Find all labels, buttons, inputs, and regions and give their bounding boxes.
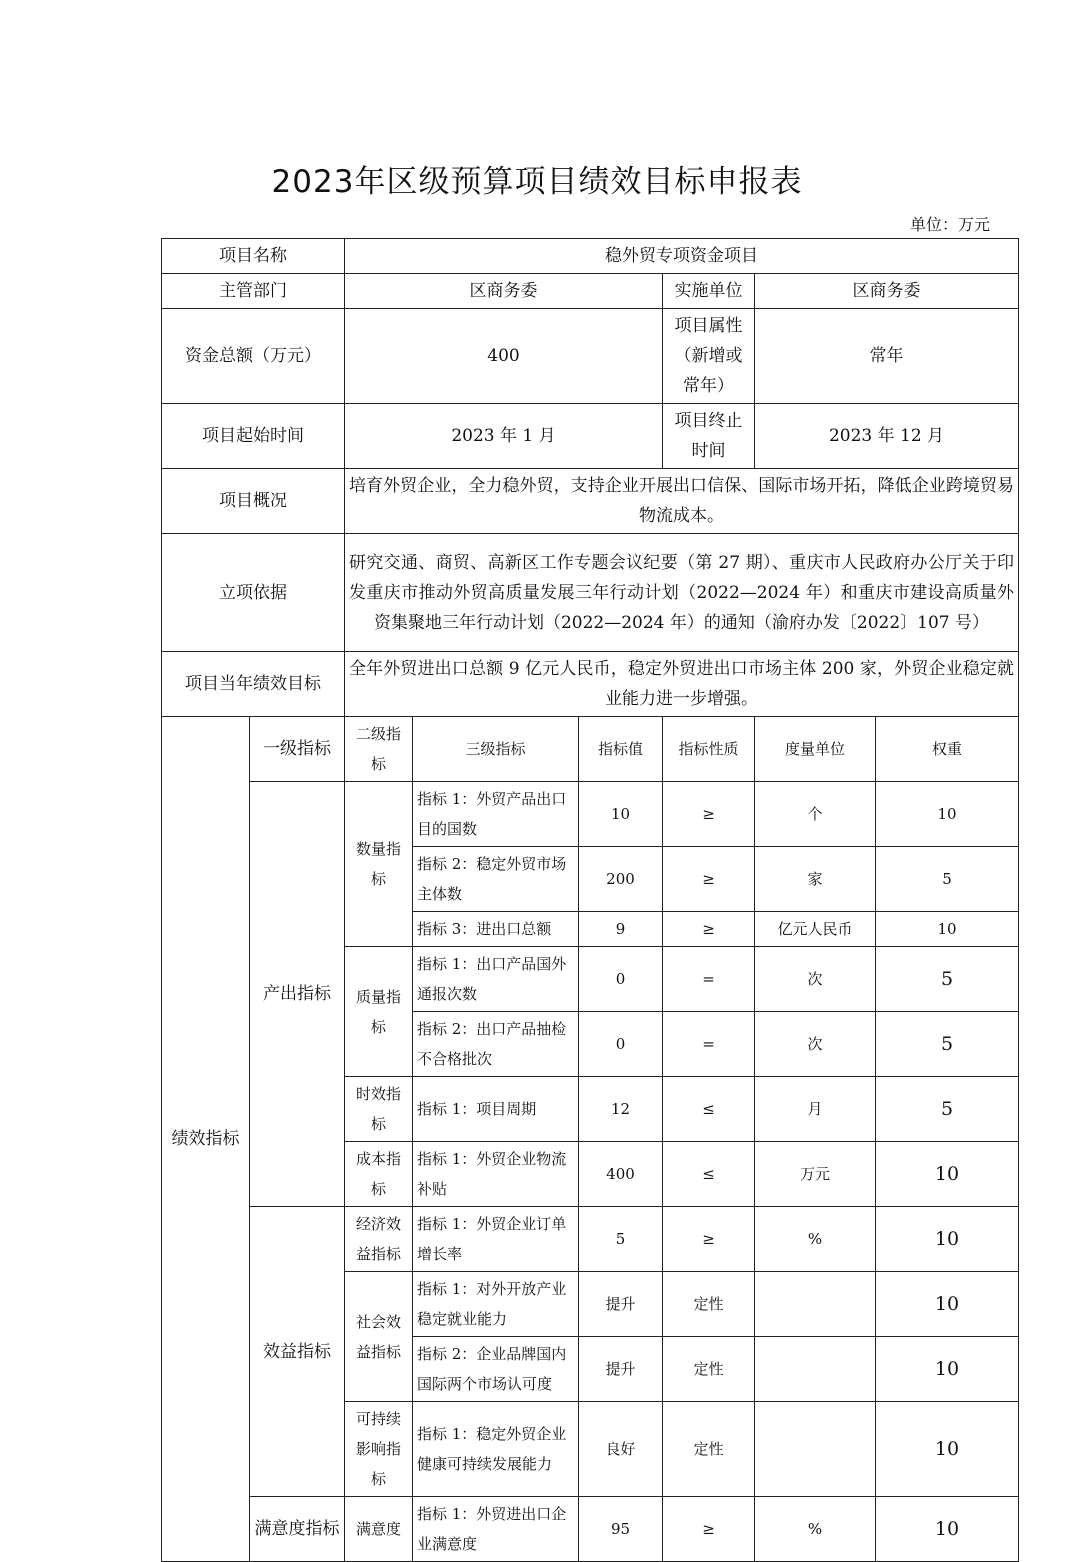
indicator-weight: 5 bbox=[876, 1012, 1019, 1077]
dept-label: 主管部门 bbox=[162, 274, 345, 309]
indicator-value: 良好 bbox=[579, 1402, 663, 1497]
indicator-nature: ≤ bbox=[663, 1142, 755, 1207]
level3-name: 指标 2：出口产品抽检不合格批次 bbox=[413, 1012, 579, 1077]
level2-timeliness: 时效指标 bbox=[345, 1077, 413, 1142]
indicator-weight: 5 bbox=[876, 847, 1019, 912]
basis-label: 立项依据 bbox=[162, 534, 345, 652]
indicator-nature: ≥ bbox=[663, 847, 755, 912]
goal-label: 项目当年绩效目标 bbox=[162, 652, 345, 717]
row-goal bbox=[162, 652, 1019, 717]
fund-value: 400 bbox=[345, 309, 663, 404]
level3-name: 指标 1：外贸企业物流补贴 bbox=[413, 1142, 579, 1207]
indicator-unit: 个 bbox=[755, 782, 876, 847]
row-fund bbox=[162, 309, 1019, 404]
indicator-nature: ≥ bbox=[663, 912, 755, 947]
row-overview bbox=[162, 469, 1019, 534]
indicator-value: 12 bbox=[579, 1077, 663, 1142]
indicator-value: 0 bbox=[579, 947, 663, 1012]
indicator-unit: 次 bbox=[755, 1012, 876, 1077]
indicator-weight: 10 bbox=[876, 912, 1019, 947]
indicator-weight: 10 bbox=[876, 1207, 1019, 1272]
table-row bbox=[162, 1207, 1019, 1272]
indicator-unit: 次 bbox=[755, 947, 876, 1012]
indicator-unit: % bbox=[755, 1207, 876, 1272]
dept-value: 区商务委 bbox=[345, 274, 663, 309]
indicator-value: 提升 bbox=[579, 1272, 663, 1337]
start-value: 2023 年 1 月 bbox=[345, 404, 663, 469]
indicator-nature: ≥ bbox=[663, 1207, 755, 1272]
fund-label: 资金总额（万元） bbox=[162, 309, 345, 404]
header-value: 指标值 bbox=[579, 717, 663, 782]
header-level1: 一级指标 bbox=[250, 717, 345, 782]
page-title: 2023年区级预算项目绩效目标申报表 bbox=[271, 164, 803, 200]
indicator-unit: 家 bbox=[755, 847, 876, 912]
indicator-nature: ≤ bbox=[663, 1077, 755, 1142]
indicator-unit: 万元 bbox=[755, 1142, 876, 1207]
indicator-unit bbox=[755, 1337, 876, 1402]
indicator-weight: 5 bbox=[876, 947, 1019, 1012]
start-label: 项目起始时间 bbox=[162, 404, 345, 469]
table-row bbox=[162, 1497, 1019, 1562]
level2-quantity: 数量指标 bbox=[345, 782, 413, 947]
header-unit: 度量单位 bbox=[755, 717, 876, 782]
row-department bbox=[162, 274, 1019, 309]
level2-quality: 质量指标 bbox=[345, 947, 413, 1077]
table-row bbox=[162, 782, 1019, 847]
indicator-weight: 10 bbox=[876, 1497, 1019, 1562]
level2-cost: 成本指标 bbox=[345, 1142, 413, 1207]
overview-label: 项目概况 bbox=[162, 469, 345, 534]
level3-name: 指标 1：出口产品国外通报次数 bbox=[413, 947, 579, 1012]
row-period bbox=[162, 404, 1019, 469]
indicator-weight: 10 bbox=[876, 782, 1019, 847]
level2-economic: 经济效益指标 bbox=[345, 1207, 413, 1272]
indicator-weight: 10 bbox=[876, 1402, 1019, 1497]
indicator-unit bbox=[755, 1402, 876, 1497]
performance-form-table bbox=[161, 238, 1019, 1562]
indicator-value: 5 bbox=[579, 1207, 663, 1272]
project-name-label: 项目名称 bbox=[162, 239, 345, 274]
indicator-nature: ≥ bbox=[663, 1497, 755, 1562]
attr-label: 项目属性（新增或常年） bbox=[663, 309, 755, 404]
indicator-value: 10 bbox=[579, 782, 663, 847]
level3-name: 指标 1：稳定外贸企业健康可持续发展能力 bbox=[413, 1402, 579, 1497]
impl-value: 区商务委 bbox=[755, 274, 1019, 309]
indicator-value: 9 bbox=[579, 912, 663, 947]
header-weight: 权重 bbox=[876, 717, 1019, 782]
end-value: 2023 年 12 月 bbox=[755, 404, 1019, 469]
level1-satisfaction: 满意度指标 bbox=[250, 1497, 345, 1562]
indicator-value: 200 bbox=[579, 847, 663, 912]
indicator-value: 95 bbox=[579, 1497, 663, 1562]
indicator-weight: 10 bbox=[876, 1337, 1019, 1402]
unit-label: 单位：万元 bbox=[909, 215, 990, 234]
level2-social: 社会效益指标 bbox=[345, 1272, 413, 1402]
attr-value: 常年 bbox=[755, 309, 1019, 404]
indicator-unit bbox=[755, 1272, 876, 1337]
level2-satisfaction: 满意度 bbox=[345, 1497, 413, 1562]
header-nature: 指标性质 bbox=[663, 717, 755, 782]
basis-value: 研究交通、商贸、高新区工作专题会议纪要（第 27 期）、重庆市人民政府办公厅关于印发重庆市推动外贸高质量发展三年行动计划（2022—2024 年）和重庆市建设高质量外资集聚地三年行动计划（2022—2024 年）的通知（渝府办发〔2022〕107 号） bbox=[345, 534, 1019, 652]
level3-name: 指标 2：稳定外贸市场主体数 bbox=[413, 847, 579, 912]
level1-benefit: 效益指标 bbox=[250, 1207, 345, 1497]
level3-name: 指标 1：外贸进出口企业满意度 bbox=[413, 1497, 579, 1562]
indicator-nature: ≥ bbox=[663, 782, 755, 847]
row-project-name bbox=[162, 239, 1019, 274]
level3-name: 指标 1：外贸企业订单增长率 bbox=[413, 1207, 579, 1272]
overview-value: 培育外贸企业，全力稳外贸，支持企业开展出口信保、国际市场开拓，降低企业跨境贸易物流成本。 bbox=[345, 469, 1019, 534]
indicator-unit: 亿元人民币 bbox=[755, 912, 876, 947]
level2-sustainable: 可持续影响指标 bbox=[345, 1402, 413, 1497]
section-performance-indicators: 绩效指标 bbox=[162, 717, 250, 1562]
end-label: 项目终止时间 bbox=[663, 404, 755, 469]
indicator-value: 400 bbox=[579, 1142, 663, 1207]
indicator-weight: 5 bbox=[876, 1077, 1019, 1142]
impl-label: 实施单位 bbox=[663, 274, 755, 309]
goal-value: 全年外贸进出口总额 9 亿元人民币，稳定外贸进出口市场主体 200 家，外贸企业稳定就业能力进一步增强。 bbox=[345, 652, 1019, 717]
indicator-value: 0 bbox=[579, 1012, 663, 1077]
level1-output: 产出指标 bbox=[250, 782, 345, 1207]
indicator-header-row bbox=[162, 717, 1019, 782]
indicator-nature: = bbox=[663, 947, 755, 1012]
indicator-value: 提升 bbox=[579, 1337, 663, 1402]
level3-name: 指标 3：进出口总额 bbox=[413, 912, 579, 947]
indicator-nature: 定性 bbox=[663, 1402, 755, 1497]
level3-name: 指标 2：企业品牌国内国际两个市场认可度 bbox=[413, 1337, 579, 1402]
project-name-value: 稳外贸专项资金项目 bbox=[345, 239, 1019, 274]
indicator-nature: 定性 bbox=[663, 1272, 755, 1337]
indicator-nature: 定性 bbox=[663, 1337, 755, 1402]
level3-name: 指标 1：外贸产品出口目的国数 bbox=[413, 782, 579, 847]
level3-name: 指标 1：项目周期 bbox=[413, 1077, 579, 1142]
indicator-unit: 月 bbox=[755, 1077, 876, 1142]
indicator-unit: % bbox=[755, 1497, 876, 1562]
header-level2: 二级指标 bbox=[345, 717, 413, 782]
level3-name: 指标 1：对外开放产业稳定就业能力 bbox=[413, 1272, 579, 1337]
indicator-weight: 10 bbox=[876, 1142, 1019, 1207]
header-level3: 三级指标 bbox=[413, 717, 579, 782]
indicator-nature: = bbox=[663, 1012, 755, 1077]
indicator-weight: 10 bbox=[876, 1272, 1019, 1337]
row-basis bbox=[162, 534, 1019, 652]
